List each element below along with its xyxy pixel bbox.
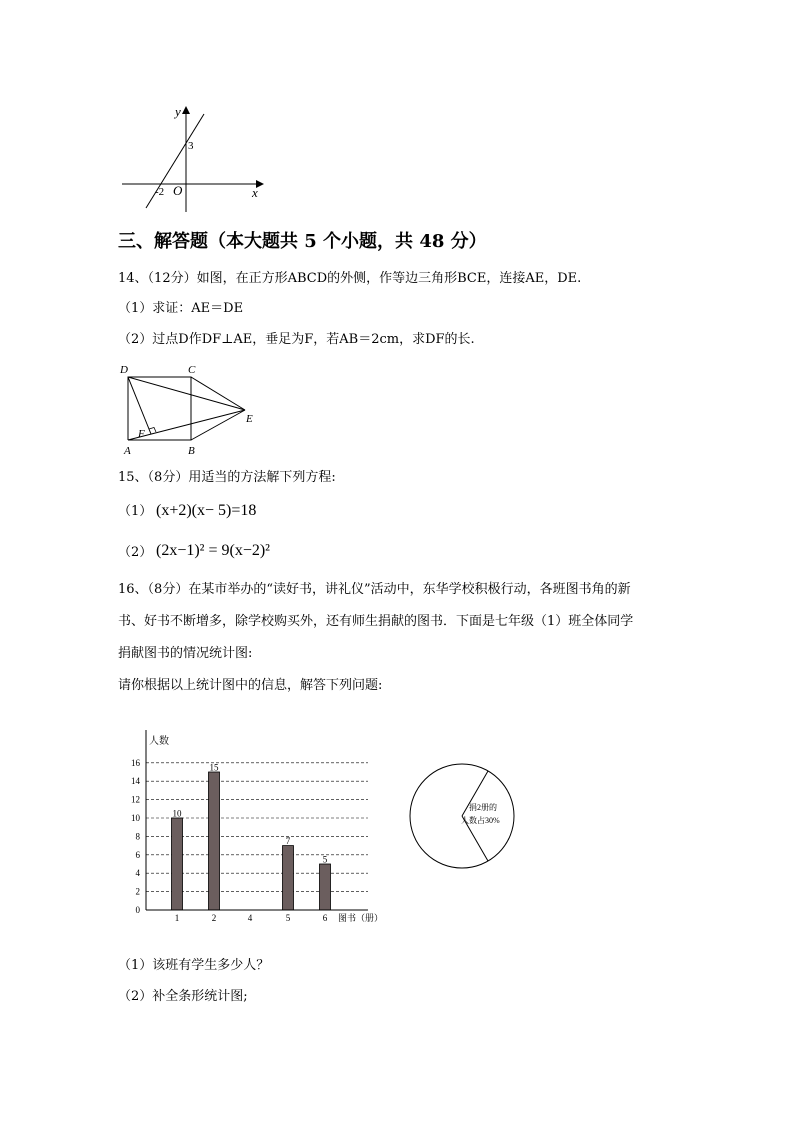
q14-part1: （1）求证：AE＝DE: [118, 301, 244, 316]
origin-label: O: [173, 183, 183, 198]
y-tick-label: 16: [131, 757, 140, 768]
bar-chart: [128, 720, 393, 930]
y-intercept-label: 3: [188, 140, 194, 152]
y-tick-label: 0: [135, 905, 140, 915]
bar-x-axis-label: 图书（册）: [338, 913, 384, 923]
bar-value-label: 10: [172, 808, 182, 819]
label-e: E: [246, 413, 253, 425]
x-tick-label: 2: [211, 913, 217, 923]
q16-line2: 书、好书不断增多，除学校购买外，还有师生捐献的图书．下面是七年级（1）班全体同学: [118, 614, 634, 629]
y-tick-label: 2: [135, 886, 140, 897]
bar-2: [209, 772, 220, 910]
bar-value-label: 7: [285, 836, 291, 847]
bar-value-label: 15: [209, 762, 219, 773]
q16-line1: 16、（8分）在某市举办的“读好书，讲礼仪”活动中，东华学校积极行动，各班图书角的新: [118, 582, 631, 597]
y-tick-label: 14: [131, 776, 140, 787]
bar-5: [283, 846, 294, 910]
x-tick-label: 5: [285, 913, 291, 923]
segment-de: [128, 377, 245, 410]
segment-ae: [128, 410, 245, 440]
segment-be: [191, 410, 245, 440]
x-tick-label: 6: [322, 913, 328, 923]
q16-line4: 请你根据以上统计图中的信息，解答下列问题:: [118, 678, 383, 693]
q14-part2: （2）过点D作DF⊥AE，垂足为F，若AB＝2cm，求DF的长.: [118, 332, 475, 347]
x-tick-label: 4: [247, 913, 253, 923]
line-graph-figure: [118, 100, 268, 215]
label-f: F: [138, 428, 145, 440]
bar-chart-bars: [172, 772, 331, 910]
x-tick-label: 1: [174, 913, 180, 923]
x-intercept-label: -2: [155, 186, 165, 198]
label-c: C: [188, 364, 196, 376]
segment-ce: [191, 377, 245, 410]
section-heading: 三、解答题（本大题共 5 个小题，共 48 分）: [118, 231, 487, 252]
pie-annotation-line1: 捐2册的: [469, 803, 497, 812]
y-axis-label: y: [175, 104, 181, 119]
q15-part1-equation: (x+2)(x− 5)=18: [156, 502, 257, 519]
square-triangle-figure: [118, 360, 268, 458]
q16-line3: 捐献图书的情况统计图:: [118, 646, 253, 661]
q16-part1: （1）该班有学生多少人？: [118, 958, 270, 973]
q14-text: 14、（12分）如图，在正方形ABCD的外侧，作等边三角形BCE，连接AE，DE.: [118, 271, 582, 286]
x-axis-label: x: [252, 185, 258, 200]
segment-df: [128, 377, 151, 434]
bar-1: [172, 818, 183, 910]
y-tick-label: 10: [131, 813, 140, 823]
q15-text: 15、（8分）用适当的方法解下列方程:: [118, 470, 336, 485]
pie-chart: [405, 762, 520, 872]
bar-y-axis-label: 人数: [149, 736, 169, 747]
bar-chart-labels: [131, 758, 328, 923]
y-tick-label: 4: [135, 868, 140, 879]
y-tick-label: 8: [135, 831, 140, 842]
y-axis-arrow: [182, 106, 190, 114]
pie-annotation-line2: 人数占30%: [461, 816, 500, 825]
q15-part2-label: （2）: [118, 545, 153, 560]
y-tick-label: 6: [135, 849, 140, 860]
label-a: A: [124, 445, 131, 457]
q16-part2: （2）补全条形统计图;: [118, 989, 248, 1004]
y-tick-label: 12: [131, 794, 140, 805]
q15-part2-equation: (2x−1)² = 9(x−2)²: [156, 542, 270, 559]
label-b: B: [188, 445, 195, 457]
bar-6: [320, 864, 331, 910]
bar-value-label: 5: [322, 854, 328, 865]
label-d: D: [120, 364, 128, 376]
q15-part1-label: （1）: [118, 504, 153, 519]
